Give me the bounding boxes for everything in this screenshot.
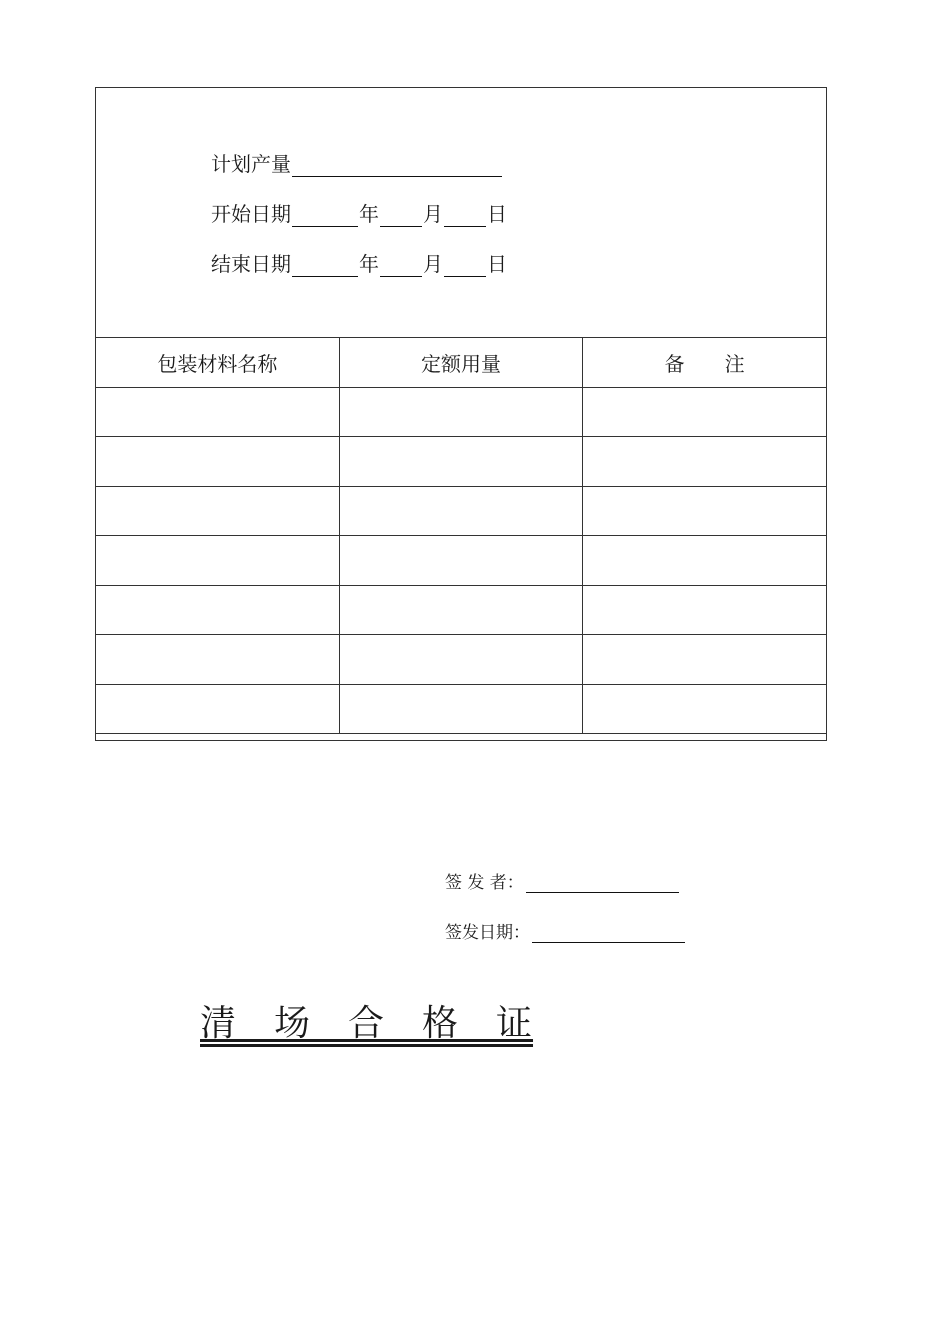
end-year-field[interactable] xyxy=(292,256,358,277)
start-month-unit: 月 xyxy=(423,202,443,226)
material-name-cell[interactable] xyxy=(96,684,340,734)
header-quota-usage: 定额用量 xyxy=(339,338,583,388)
end-month-field[interactable] xyxy=(380,256,422,277)
remarks-cell[interactable] xyxy=(583,486,827,536)
remarks-cell[interactable] xyxy=(583,585,827,635)
issue-date-line xyxy=(445,918,685,943)
end-month-unit: 月 xyxy=(423,252,443,276)
planned-output-label: 计划产量 xyxy=(211,152,291,176)
plan-info-section xyxy=(96,88,826,337)
material-name-cell[interactable] xyxy=(96,486,340,536)
start-date-line xyxy=(211,201,507,227)
issuer-label: 签 发 者： xyxy=(445,873,524,893)
material-name-cell[interactable] xyxy=(96,387,340,437)
quota-usage-cell[interactable] xyxy=(339,635,583,685)
start-year-unit: 年 xyxy=(359,202,379,226)
quota-usage-cell[interactable] xyxy=(339,387,583,437)
start-year-field[interactable] xyxy=(292,206,358,227)
planned-output-line xyxy=(211,151,503,177)
remarks-cell[interactable] xyxy=(583,635,827,685)
material-name-cell[interactable] xyxy=(96,585,340,635)
remarks-cell[interactable] xyxy=(583,437,827,487)
remarks-cell[interactable] xyxy=(583,536,827,586)
table-row xyxy=(96,585,827,635)
issue-date-label: 签发日期： xyxy=(445,923,530,943)
header-material-name: 包装材料名称 xyxy=(96,338,340,388)
issuer-line xyxy=(445,868,679,893)
table-row xyxy=(96,684,827,734)
material-issue-form xyxy=(95,87,827,741)
end-year-unit: 年 xyxy=(359,252,379,276)
quota-usage-cell[interactable] xyxy=(339,536,583,586)
material-name-cell[interactable] xyxy=(96,437,340,487)
table-row xyxy=(96,387,827,437)
certificate-title: 清 场 合 格 证 xyxy=(200,1003,534,1044)
table-row xyxy=(96,635,827,685)
end-day-field[interactable] xyxy=(444,256,486,277)
remarks-cell[interactable] xyxy=(583,684,827,734)
start-date-label: 开始日期 xyxy=(211,202,291,226)
start-day-field[interactable] xyxy=(444,206,486,227)
start-month-field[interactable] xyxy=(380,206,422,227)
quota-usage-cell[interactable] xyxy=(339,585,583,635)
end-date-line xyxy=(211,251,507,277)
end-date-label: 结束日期 xyxy=(211,252,291,276)
remarks-cell[interactable] xyxy=(583,387,827,437)
packaging-materials-table xyxy=(95,337,827,734)
quota-usage-cell[interactable] xyxy=(339,437,583,487)
issue-date-field[interactable] xyxy=(532,924,685,943)
material-name-cell[interactable] xyxy=(96,635,340,685)
table-row xyxy=(96,536,827,586)
table-row xyxy=(96,486,827,536)
issuer-field[interactable] xyxy=(526,874,679,893)
quota-usage-cell[interactable] xyxy=(339,486,583,536)
start-day-unit: 日 xyxy=(487,202,507,226)
quota-usage-cell[interactable] xyxy=(339,684,583,734)
table-header-row xyxy=(96,338,827,388)
planned-output-field[interactable] xyxy=(292,156,502,177)
end-day-unit: 日 xyxy=(487,252,507,276)
material-name-cell[interactable] xyxy=(96,536,340,586)
header-remarks: 备 注 xyxy=(583,338,827,388)
table-row xyxy=(96,437,827,487)
